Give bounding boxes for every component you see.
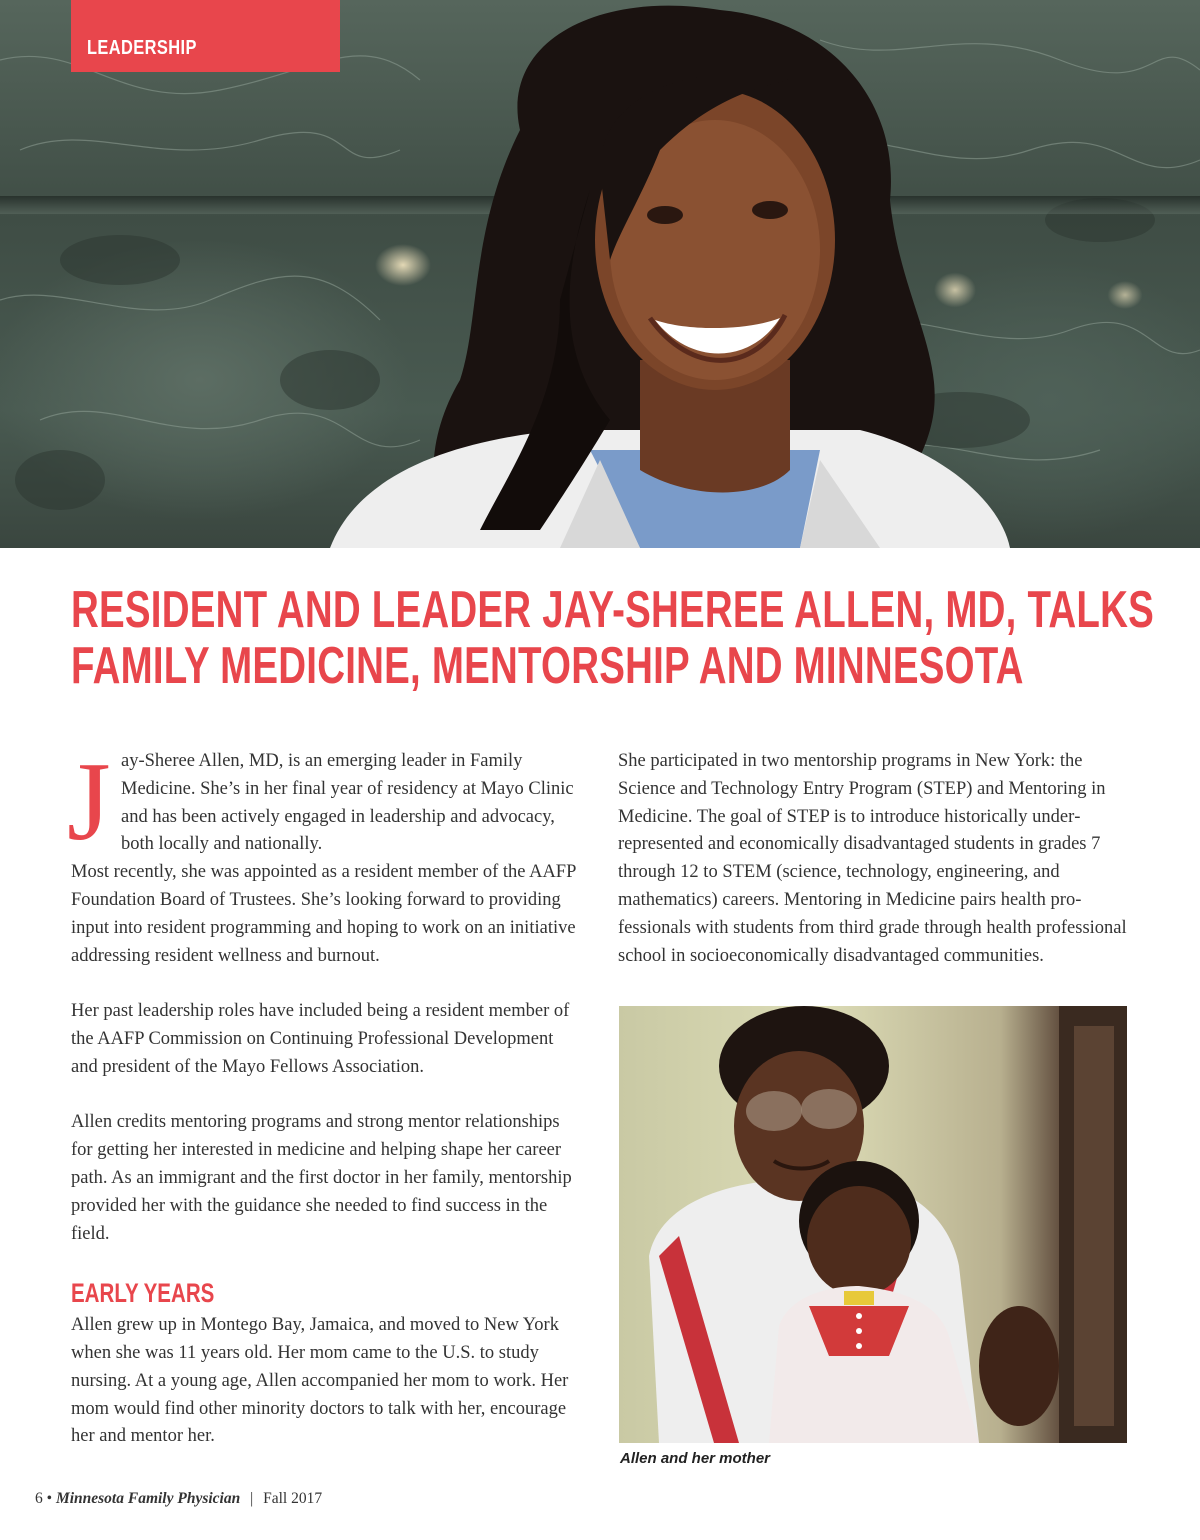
body-paragraph: Allen grew up in Montego Bay, Jamaica, and moved to New York when she was 11 years old. Her mom came to the U.S. to study nursing. At a young age, Allen accompanied her mom to work. Her mom would find other minority doctors to talk with her, encourage her and mentor her. [71,1315,569,1447]
body-paragraph: Her past leadership roles have included being a resident member of the AAFP Commission on Continuing Professional Development and president of the Mayo Fellows Association. [71,1001,570,1077]
section-tag [71,0,340,72]
family-photo-illustration [619,1006,1127,1443]
drop-cap: J [67,740,111,864]
left-column [67,740,576,1451]
portrait-illustration [0,0,1200,548]
right-column [618,748,1133,970]
subhead-label: EARLY YEARS [71,1278,215,1309]
section-subhead [71,1276,576,1310]
publication-name: Minnesota Family Physician [55,1490,241,1507]
hero-photo [0,0,1200,548]
page-number: 6 [35,1490,43,1507]
footer-separator: | [250,1490,254,1507]
issue-date: Fall 2017 [263,1490,323,1507]
headline-line-2: FAMILY MEDICINE, MENTORSHIP AND MINNESOTA [71,637,1024,695]
section-tag-label: LEADERSHIP [87,37,197,59]
photo-caption: Allen and her mother [620,1450,771,1467]
page-footer [35,1490,322,1508]
body-paragraph: Most recently, she was appointed as a resident member of the AAFP Foundation Board of Trustees. She’s looking forward to providing input into resident programming and hoping to work on an initiative addressing resident wellness and burnout. [71,862,576,966]
headline-line-1: RESIDENT AND LEADER JAY-SHEREE ALLEN, MD, TALKS [71,581,1154,639]
footer-bullet: • [46,1490,53,1507]
body-paragraph: Allen credits mentoring programs and strong mentor relationships for getting her interested in medicine and helping shape her career path. As an immigrant and the first doctor in her family, mentorship provided her with the guidance she needed to find success in the field. [71,1112,572,1244]
intro-paragraph-block [67,740,576,864]
family-photo [619,1006,1127,1443]
article-headline [71,582,1181,694]
body-paragraph: She participated in two mentorship programs in New York: the Science and Technology Entry Program (STEP) and Mentoring in Medicine. The goal of STEP is to introduce historically underrepresented and economically disadvantaged students in grades 7 through 12 to STEM (science, technology, engineering, and mathematics) careers. Mentoring in Medicine pairs health professionals with students from third grade through health professional school in socioeconomically disadvantaged communities. [618,751,1127,966]
intro-paragraph: ay-Sheree Allen, MD, is an emerging leader in Family Medicine. She’s in her final year of residency at Mayo Clinic and has been actively engaged in leadership and advocacy, both locally and nationally. [121,751,574,855]
